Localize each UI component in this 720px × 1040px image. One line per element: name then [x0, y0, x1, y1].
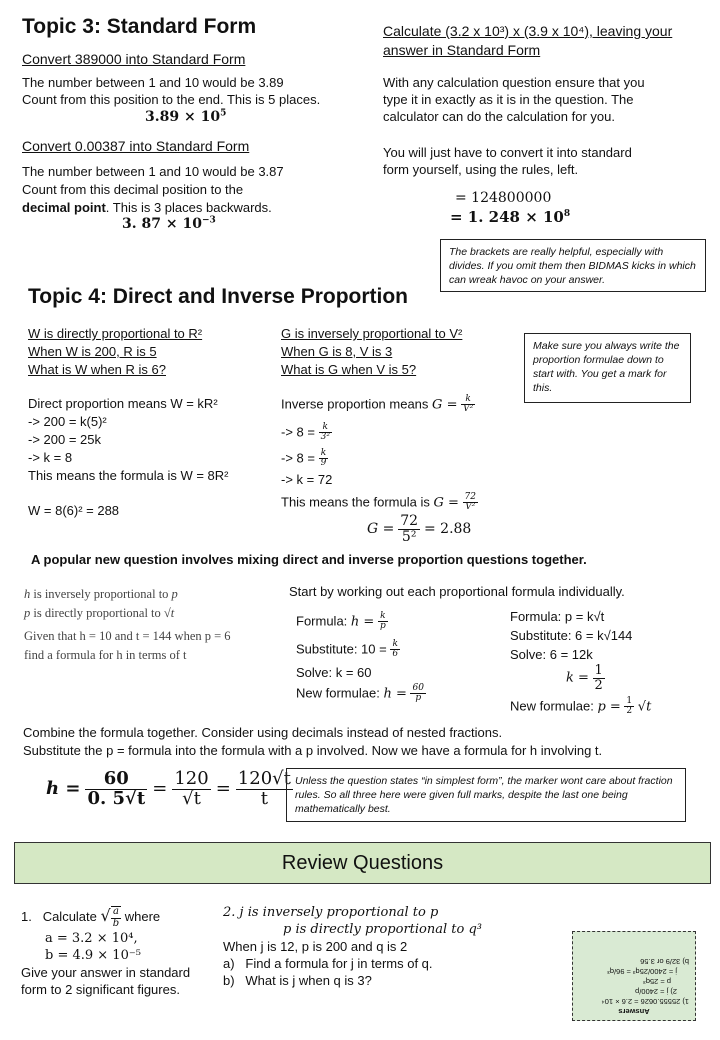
inverse-meaning: Inverse proportion means G = $\frac{k}{\text{V²}}$ [281, 394, 474, 415]
calc-para1-2: type it in exactly as it is in the question. The [383, 92, 634, 107]
calc-heading-1: Calculate (3.2 x 10³) x (3.9 x 10⁴), leaving your [383, 23, 673, 39]
q2-line-1: 2. j is inversely proportional to p [223, 905, 439, 920]
calc-para2-2: form yourself, using the rules, left. [383, 162, 579, 177]
direct-heading-2: When W is 200, R is 5 [28, 344, 157, 359]
topic4-title: Topic 4: Direct and Inverse Proportion [28, 285, 409, 308]
right-formula: Formula: p = k√t [510, 609, 605, 624]
calc-para1-1: With any calculation question ensure that you [383, 75, 645, 90]
ex2-line-2: Count from this decimal position to the [22, 182, 244, 197]
calc-result-2: = 1. $248 \times 10^8$ [450, 208, 571, 226]
inverse-step-3: -> k = 72 [281, 472, 333, 487]
q1-b-value: b = 4.9 × 10⁻⁵ [45, 948, 141, 963]
q1-give-2: form to 2 significant figures. [21, 982, 180, 997]
ex1-line-1: The number between 1 and 10 would be 3.89 [22, 75, 284, 90]
calc-result-1: = 124800000 [455, 190, 552, 206]
left-substitute: Substitute: 10 = $\frac{k}{6}$ [296, 639, 399, 660]
ex2-answer: 3. $87 \times 10^{-3}$ [122, 215, 216, 232]
right-solve: Solve: 6 = 12k [510, 647, 593, 662]
right-substitute: Substitute: 6 = k√144 [510, 628, 633, 643]
review-banner [14, 842, 711, 884]
answer-line: b) 32/9 or 3.56 [640, 957, 689, 966]
direct-step-2: -> 200 = k(5)² [28, 414, 107, 429]
ex1-heading: Convert 389000 into Standard Form [22, 51, 246, 67]
calc-para1-3: calculator can do the calculation for you. [383, 109, 615, 124]
calc-heading-2: answer in Standard Form [383, 42, 541, 58]
q2-part-a: a) Find a formula for j in terms of q. [223, 956, 433, 971]
formulae-note: Make sure you always write the proportion formulae down to start with. You get a mark for this. [524, 333, 691, 403]
combine-line-1: Combine the formula together. Consider using decimals instead of nested fractions. [23, 725, 503, 740]
calc-para2-1: You will just have to convert it into standard [383, 145, 632, 160]
q2-part-b: b) What is j when q is 3? [223, 973, 372, 988]
answer-line: 2) j = 2400/p [635, 987, 677, 996]
q2-line-2: p is directly proportional to q³ [283, 922, 483, 937]
combine-line-2: Substitute the p = formula into the formula with a p involved. Now we have a formula for h involving t. [23, 743, 603, 758]
q1-a-value: a = 3.2 × 10⁴, [45, 931, 138, 946]
exam-question: h is inversely proportional to p p is directly proportional to √t Given that h = 10 and t = 144 when p = 6 find a formula for h in terms of t [24, 587, 231, 662]
inverse-step-1: -> 8 = $\frac{k}{\text{3²}}$ [281, 422, 330, 443]
inverse-final: G = $\frac{72}{\text{5²}}$ = 2.88 [367, 513, 472, 545]
inverse-heading-3: What is G when V is 5? [281, 362, 417, 377]
ex2-line-3: decimal point. This is 3 places backwards. [22, 200, 272, 215]
ex2-line-1: The number between 1 and 10 would be 3.87 [22, 164, 284, 179]
q1-calc: 1. Calculate √ $\frac{a}{b}$ where [21, 905, 161, 929]
q2-line-3: When j is 12, p is 200 and q is 2 [223, 939, 408, 954]
popular-question: A popular new question involves mixing direct and inverse proportion questions together. [31, 552, 587, 567]
ex1-line-2: Count from this position to the end. This is 5 places. [22, 92, 321, 107]
left-solve: Solve: k = 60 [296, 665, 372, 680]
inverse-heading-1: G is inversely proportional to V² [281, 326, 463, 341]
brackets-note: The brackets are really helpful, especially with divides. If you omit them then BIDMAS kicks in which can wreak havoc on your answer. [440, 239, 706, 292]
review-title: Review Questions [281, 851, 444, 874]
answers-title: Answers [618, 1007, 650, 1016]
final-formula: h = $\frac{60}{0. 5√t}$ = $\frac{120}{√t}$ = $\frac{120√t}{t}$ [46, 768, 291, 809]
inverse-step-2: -> 8 = $\frac{k}{9}$ [281, 448, 327, 469]
left-new-formula: New formulae: h = $\frac{60}{p}$ [296, 683, 424, 704]
answer-line: p = 25q³ [643, 977, 671, 986]
answer-line: 1) 25555.0626 = 2.6 × 10⁴ [601, 997, 689, 1006]
answer-line: j = 2400/25q³ = 96/q³ [607, 967, 677, 976]
inverse-heading-2: When G is 8, V is 3 [281, 344, 393, 359]
start-instruction: Start by working out each proportional formula individually. [289, 584, 625, 599]
direct-step-3: -> 200 = 25k [28, 432, 101, 447]
ex1-answer: $3.89 \times 10^5$ [145, 108, 227, 125]
direct-step-1: Direct proportion means W = kR² [28, 396, 218, 411]
left-formula: Formula: h = $\frac{k}{p}$ [296, 611, 386, 632]
answers-box [572, 931, 696, 1021]
inverse-formula: This means the formula is G = $\frac{72}{\text{V²}}$ [281, 492, 476, 513]
fraction-rules-note: Unless the question states “in simplest form”, the marker wont care about fraction rules. So all three here were given full marks, despite the last one being mathematically best. [286, 768, 686, 822]
direct-step-4: -> k = 8 [28, 450, 73, 465]
right-k: k = $\frac{1}{2}$ [566, 663, 603, 693]
topic3-title: Topic 3: Standard Form [22, 15, 257, 38]
direct-heading-3: What is W when R is 6? [28, 362, 166, 377]
q1-give-1: Give your answer in standard [21, 965, 191, 980]
direct-final: W = 8(6)² = 288 [28, 503, 120, 518]
direct-step-5: This means the formula is W = 8R² [28, 468, 229, 483]
ex2-heading: Convert 0.00387 into Standard Form [22, 138, 250, 154]
direct-heading-1: W is directly proportional to R² [28, 326, 203, 341]
right-new-formula: New formulae: p = $\frac{1}{2}$ √t [510, 696, 652, 717]
